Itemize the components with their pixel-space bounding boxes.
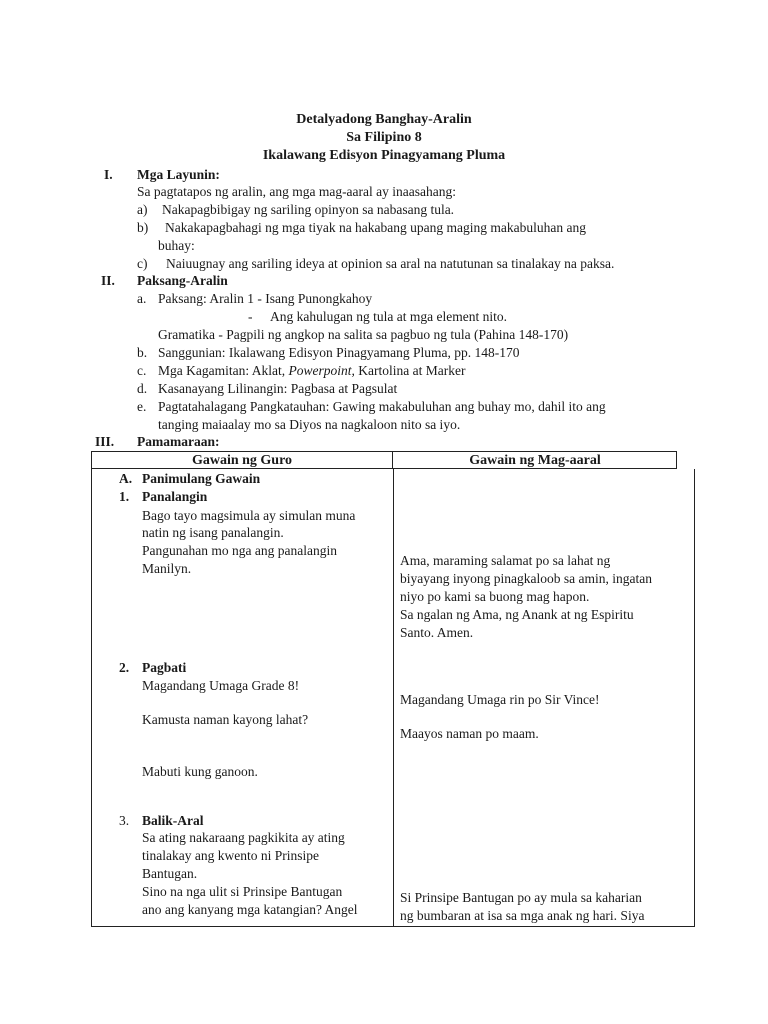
item-1-title: Panalangin — [142, 489, 208, 504]
gramatika-text: Gramatika - Pagpili ng angkop na salita sa pagbuo ng tula (Pahina 148-170) — [158, 327, 569, 342]
greeting-teacher-2: Kamusta naman kayong lahat? — [142, 712, 309, 727]
review-teacher-line-3: Bantugan. — [142, 866, 198, 881]
prayer-student-line-4: Sa ngalan ng Ama, ng Anank at ng Espiritu — [400, 607, 634, 622]
prayer-teacher-line-2: natin ng isang panalangin. — [142, 525, 284, 540]
objective-c-text: Naiuugnay ang sariling ideya at opinion sa aral na natutunan sa tinalakay na paksa. — [166, 256, 615, 271]
materials-rest: Kartolina at Marker — [354, 363, 466, 378]
col-teacher-header: Gawain ng Guro — [191, 453, 293, 468]
item-1-number: 1. — [119, 489, 130, 504]
topic-c-text — [158, 363, 465, 379]
prayer-student-line-2: biyayang inyong pinagkaloob sa amin, ingatan — [400, 571, 652, 586]
prayer-teacher-line-1: Bago tayo magsimula ay simulan muna — [142, 508, 356, 523]
document-title: Detalyadong Banghay-Aralin — [296, 112, 472, 127]
objective-c-marker: c) — [137, 256, 148, 271]
greeting-teacher-3: Mabuti kung ganoon. — [142, 764, 258, 779]
prayer-teacher-line-4: Manilyn. — [142, 561, 192, 576]
prayer-student-line-3: niyo po kami sa buong mag hapon. — [400, 589, 590, 604]
topic-a-sub: Ang kahulugan ng tula at mga element nito. — [270, 309, 507, 324]
objective-a-text: Nakapagbibigay ng sariling opinyon sa nabasang tula. — [162, 202, 455, 217]
topic-e-marker: e. — [137, 399, 147, 414]
review-student-line-1: Si Prinsipe Bantugan po ay mula sa kaharian — [400, 890, 642, 905]
review-student-line-2: ng bumbaran at isa sa mga anak ng hari. Siya — [400, 908, 645, 923]
objective-b-marker: b) — [137, 220, 149, 235]
review-teacher-line-1: Sa ating nakaraang pagkikita ay ating — [142, 830, 345, 845]
topic-d-text: Kasanayang Lilinangin: Pagbasa at Pagsulat — [158, 381, 398, 396]
prayer-student-line-1: Ama, maraming salamat po sa lahat ng — [400, 553, 611, 568]
review-teacher-line-4: Sino na nga ulit si Prinsipe Bantugan — [142, 884, 343, 899]
topic-e-text: Pagtatahalagang Pangkatauhan: Gawing makabuluhan ang buhay mo, dahil ito ang — [158, 399, 606, 414]
item-3-number: 3. — [119, 813, 130, 828]
item-2-number: 2. — [119, 660, 130, 675]
part-a-title: Panimulang Gawain — [142, 471, 261, 486]
topic-e-cont: tanging maiaalay mo sa Diyos na nagkaloon nito sa iyo. — [158, 417, 461, 432]
review-teacher-line-5: ano ang kanyang mga katangian? Angel — [142, 902, 358, 917]
greeting-student-2: Maayos naman po maam. — [400, 726, 539, 741]
col-student-header: Gawain ng Mag-aaral — [469, 453, 601, 468]
section-2-number: II. — [101, 273, 115, 288]
topic-b-text: Sanggunian: Ikalawang Edisyon Pinagyamang Pluma, pp. 148-170 — [158, 345, 520, 360]
topic-c-marker: c. — [137, 363, 147, 378]
part-a-marker: A. — [119, 471, 133, 486]
document-edition: Ikalawang Edisyon Pinagyamang Pluma — [262, 148, 506, 163]
item-2-title: Pagbati — [142, 660, 187, 675]
section-1-heading: Mga Layunin: — [137, 167, 220, 182]
prayer-student-line-5: Santo. Amen. — [400, 625, 474, 640]
objective-b-text: Nakakapagbahagi ng mga tiyak na hakabang upang maging makabuluhan ang — [165, 220, 586, 235]
topic-b-marker: b. — [137, 345, 148, 360]
topic-a-marker: a. — [137, 291, 147, 306]
objective-a-marker: a) — [137, 202, 148, 217]
topic-d-marker: d. — [137, 381, 148, 396]
section-3-heading: Pamamaraan: — [137, 434, 220, 449]
section-3-number: III. — [95, 434, 115, 449]
prayer-teacher-line-3: Pangunahan mo nga ang panalangin — [142, 543, 337, 558]
topic-a-text: Paksang: Aralin 1 - Isang Punongkahoy — [158, 291, 373, 306]
topic-a-dash: - — [248, 309, 253, 324]
materials-label: Mga Kagamitan: Aklat, — [158, 363, 289, 378]
objective-b-cont: buhay: — [158, 238, 195, 253]
procedure-table-header — [91, 451, 677, 469]
greeting-teacher-1: Magandang Umaga Grade 8! — [142, 678, 300, 693]
section-1-number: I. — [104, 167, 113, 182]
greeting-student-1: Magandang Umaga rin po Sir Vince! — [400, 692, 600, 707]
section-1-intro: Sa pagtatapos ng aralin, ang mga mag-aaral ay inaasahang: — [137, 184, 456, 199]
item-3-title: Balik-Aral — [142, 813, 204, 828]
document-subject: Sa Filipino 8 — [346, 130, 422, 145]
materials-powerpoint: Powerpoint, — [288, 363, 355, 378]
body-divider — [393, 469, 394, 926]
review-teacher-line-2: tinalakay ang kwento ni Prinsipe — [142, 848, 319, 863]
section-2-heading: Paksang-Aralin — [137, 273, 228, 288]
